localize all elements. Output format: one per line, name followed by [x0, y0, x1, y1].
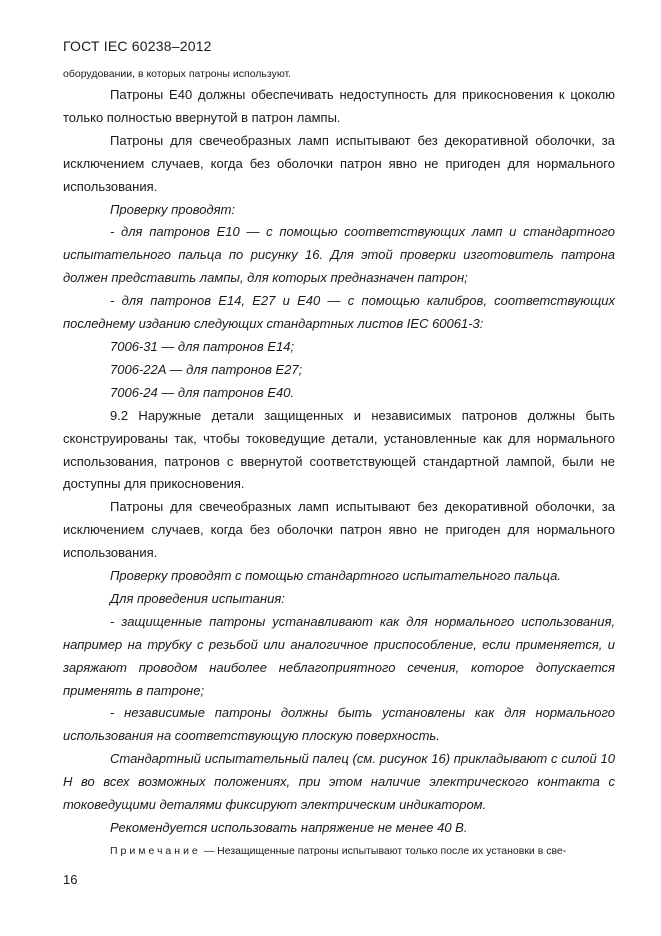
sheet-e14: 7006-31 — для патронов Е14; [110, 338, 295, 354]
document-body [63, 64, 615, 862]
paragraph-test-finger: Стандартный испытательный палец (см. рисунок 16) прикладывают с силой 10 Н во всех возможных положениях, при этом наличие электрического контакта с токоведущими деталями фиксируют электрическим индикатором. [63, 751, 615, 813]
list-item-e14-e27-e40: - для патронов Е14, Е27 и Е40 — с помощью калибров, соответствующих последнему изданию следующих стандартных листов IEC 60061-3: [63, 293, 615, 332]
sheet-e40: 7006-24 — для патронов Е40. [110, 384, 295, 400]
paragraph-continuation: оборудовании, в которых патроны используют. [63, 68, 292, 80]
paragraph-e40: Патроны Е40 должны обеспечивать недоступность для прикосновения к цоколю только полностью ввернутой в патрон лампы. [63, 87, 615, 125]
list-item-independent: - независимые патроны должны быть установлены как для нормального использования на соответствующую плоскую поверхность. [63, 705, 615, 744]
note-label: Примечание [110, 844, 201, 857]
clause-9-2: 9.2 Наружные детали защищенных и независимых патронов должны быть сконструированы так, чтобы токоведущие детали, установленные как для нормального использования, патронов с ввернутой соответствующей стандартной лампой, были не доступны для прикосновения. [63, 407, 615, 492]
document-header: ГОСТ IEC 60238–2012 [63, 38, 212, 54]
note [63, 840, 615, 862]
list-item-e10: - для патронов Е10 — с помощью соответствующих ламп и стандартного испытательного пальца по рисунку 16. Для этой проверки изготовитель патрона должен представить лампы, для которых предназначен патрон; [63, 224, 615, 286]
paragraph-check-intro: Проверку проводят: [110, 201, 236, 217]
paragraph-candle-lamps-1: Патроны для свечеобразных ламп испытывают без декоративной оболочки, за исключением случаев, когда без оболочки патрон явно не пригоден для нормального использования. [63, 132, 615, 194]
page-number: 16 [63, 872, 78, 887]
paragraph-check-finger: Проверку проводят с помощью стандартного испытательного пальца. [110, 568, 561, 584]
paragraph-candle-lamps-2: Патроны для свечеобразных ламп испытывают без декоративной оболочки, за исключением случаев, когда без оболочки патрон явно не пригоден для нормального использования. [63, 499, 615, 561]
list-item-protected: - защищенные патроны устанавливают как для нормального использования, например на трубку с резьбой или аналогичное приспособление, если применяется, и заряжают проводом наиболее неблагоприятного сечения, которое допускается применять в патроне; [63, 613, 615, 698]
sheet-e27: 7006-22A — для патронов Е27; [110, 361, 303, 377]
note-text: — Незащищенные патроны испытывают только после их установки в све- [200, 844, 567, 857]
paragraph-test-intro: Для проведения испытания: [110, 590, 285, 606]
paragraph-voltage: Рекомендуется использовать напряжение не менее 40 В. [110, 820, 468, 835]
